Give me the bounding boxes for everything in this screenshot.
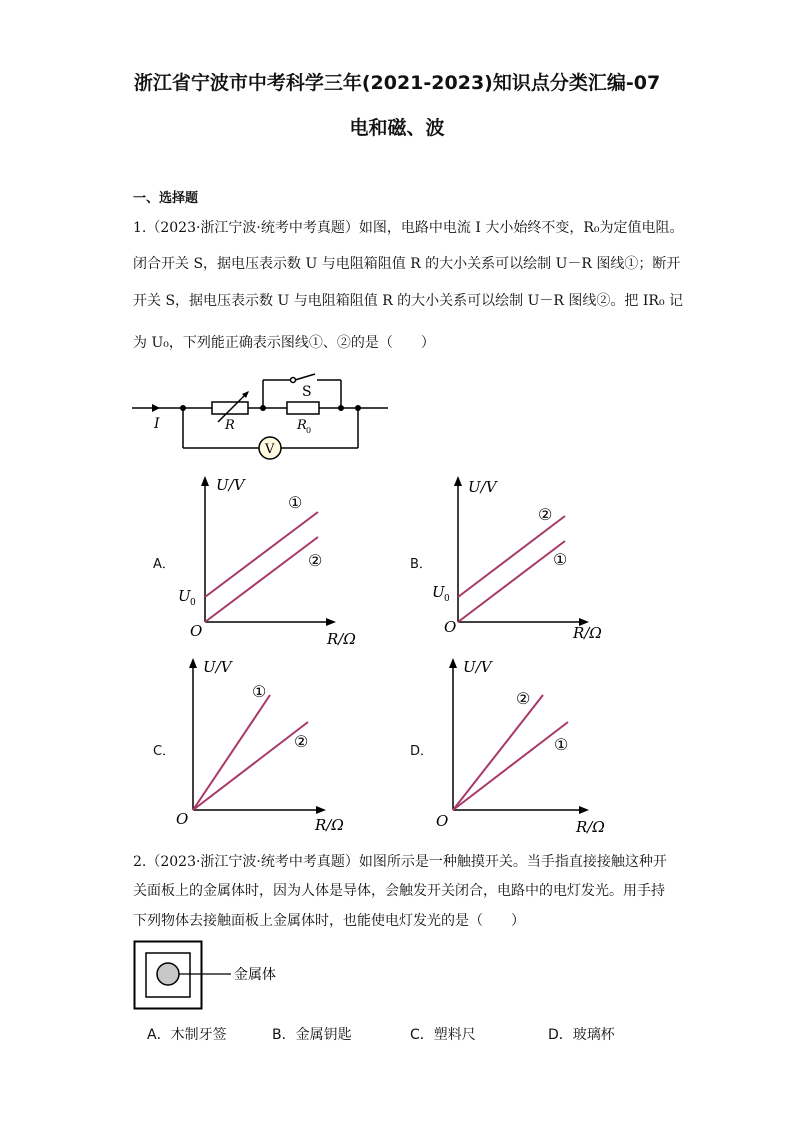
q2-option-a[interactable]: A．木制牙签 bbox=[147, 1027, 227, 1043]
resistor-label: R bbox=[297, 418, 307, 433]
curve-label-top: ② bbox=[516, 689, 531, 708]
q1-line-3: 开关 S，据电压表示数 U 与电阻箱阻值 R 的大小关系可以绘制 U－R 图线②。把 IR₀ 记 bbox=[133, 293, 684, 309]
origin-label: O bbox=[436, 812, 449, 830]
curve-label-top: ① bbox=[288, 493, 303, 512]
graph-option-b bbox=[418, 470, 618, 650]
curve-label-top: ① bbox=[252, 682, 267, 701]
q1-line-4: 为 U₀，下列能正确表示图线①、②的是（ ） bbox=[133, 335, 435, 351]
title-line-2: 电和磁、波 bbox=[349, 117, 445, 139]
resistor-subscript: 0 bbox=[306, 426, 312, 435]
section-heading: 一、选择题 bbox=[133, 191, 199, 206]
curve-label-bottom: ① bbox=[553, 550, 568, 569]
origin-label: O bbox=[176, 810, 189, 828]
graph-option-c bbox=[170, 650, 370, 840]
current-label: I bbox=[154, 416, 160, 432]
q2-line-2: 关面板上的金属体时，因为人体是导体，会触发开关闭合，电路中的电灯发光。用手持 bbox=[133, 883, 665, 899]
y-axis-label: U/V bbox=[463, 658, 492, 676]
rheostat-label: R bbox=[225, 418, 235, 433]
q1-line-1: 1.（2023·浙江宁波·统考中考真题）如图，电路中电流 I 大小始终不变，R₀为定值电阻。 bbox=[133, 220, 684, 236]
q2-line-3: 下列物体去接触面板上金属体时，也能使电灯发光的是（ ） bbox=[133, 913, 525, 929]
graph-option-d bbox=[418, 650, 618, 840]
u0-label: U bbox=[178, 587, 191, 605]
option-c-letter: C． bbox=[153, 744, 176, 759]
u0-subscript: 0 bbox=[190, 598, 196, 608]
circuit-diagram bbox=[130, 370, 400, 465]
x-axis-label: R/Ω bbox=[573, 624, 602, 642]
x-axis-label: R/Ω bbox=[315, 816, 344, 834]
q2-line-1: 2.（2023·浙江宁波·统考中考真题）如图所示是一种触摸开关。当手指直接接触这种开 bbox=[133, 854, 667, 870]
switch-label: S bbox=[302, 384, 312, 400]
curve-label-top: ② bbox=[538, 505, 553, 524]
x-axis-label: R/Ω bbox=[576, 818, 605, 836]
option-b-letter: B． bbox=[410, 557, 432, 572]
q2-option-d[interactable]: D．玻璃杯 bbox=[548, 1027, 615, 1043]
origin-label: O bbox=[190, 622, 203, 640]
y-axis-label: U/V bbox=[216, 476, 245, 494]
title-line-1: 浙江省宁波市中考科学三年(2021-2023)知识点分类汇编-07 bbox=[133, 72, 661, 94]
q2-option-b[interactable]: B．金属钥匙 bbox=[272, 1027, 352, 1043]
x-axis-label: R/Ω bbox=[327, 630, 356, 648]
u0-label: U bbox=[432, 583, 445, 601]
q1-line-2: 闭合开关 S，据电压表示数 U 与电阻箱阻值 R 的大小关系可以绘制 U－R 图线①；断开 bbox=[133, 256, 681, 272]
option-a-letter: A． bbox=[153, 557, 175, 572]
u0-subscript: 0 bbox=[444, 594, 450, 604]
curve-label-bottom: ① bbox=[554, 735, 569, 754]
voltmeter-label: V bbox=[265, 442, 275, 457]
curve-label-bottom: ② bbox=[308, 551, 323, 570]
origin-label: O bbox=[444, 618, 457, 636]
graph-option-a bbox=[170, 470, 370, 650]
y-axis-label: U/V bbox=[203, 658, 232, 676]
touch-switch-diagram bbox=[133, 940, 333, 1012]
metal-body-label: 金属体 bbox=[234, 967, 276, 983]
y-axis-label: U/V bbox=[468, 478, 497, 496]
curve-label-bottom: ② bbox=[294, 732, 309, 751]
option-d-letter: D． bbox=[410, 744, 434, 759]
q2-option-c[interactable]: C．塑料尺 bbox=[410, 1027, 476, 1043]
